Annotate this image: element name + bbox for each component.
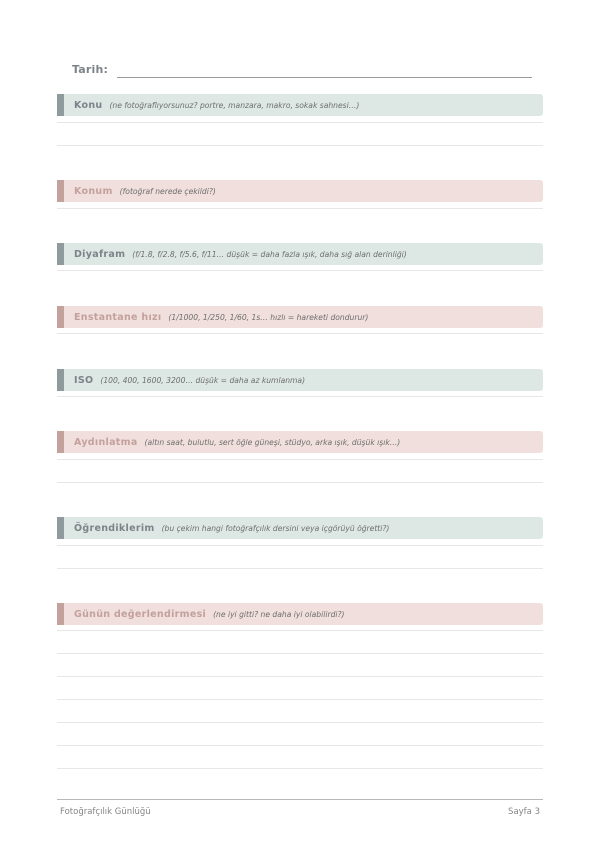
writing-line[interactable] bbox=[57, 568, 543, 569]
section-title: Aydınlatma bbox=[74, 436, 138, 448]
writing-line[interactable] bbox=[57, 459, 543, 460]
writing-line[interactable] bbox=[57, 699, 543, 700]
section-hint: (1/1000, 1/250, 1/60, 1s… hızlı = hareketi dondurur) bbox=[168, 312, 369, 322]
section-aydinlatma-header bbox=[57, 431, 543, 453]
section-konu-header bbox=[57, 94, 543, 116]
section-hint: (f/1.8, f/2.8, f/5.6, f/11… düşük = daha fazla ışık, daha sığ alan derinliği) bbox=[132, 249, 407, 259]
section-title: Diyafram bbox=[74, 248, 126, 260]
writing-line[interactable] bbox=[57, 768, 543, 769]
footer-divider bbox=[57, 799, 543, 800]
date-label: Tarih: bbox=[72, 63, 109, 76]
date-input-line[interactable] bbox=[117, 77, 532, 78]
writing-line[interactable] bbox=[57, 145, 543, 146]
writing-line[interactable] bbox=[57, 208, 543, 209]
section-degerlendirme-header bbox=[57, 603, 543, 625]
date-row bbox=[72, 63, 532, 79]
writing-line[interactable] bbox=[57, 630, 543, 631]
section-hint: (bu çekim hangi fotoğrafçılık dersini veya içgörüyü öğretti?) bbox=[161, 523, 390, 533]
writing-line[interactable] bbox=[57, 745, 543, 746]
section-hint: (ne iyi gitti? ne daha iyi olabilirdi?) bbox=[213, 609, 345, 619]
footer-title: Fotoğrafçılık Günlüğü bbox=[60, 807, 151, 817]
section-title: Öğrendiklerim bbox=[74, 522, 155, 534]
writing-line[interactable] bbox=[57, 722, 543, 723]
section-title: Günün değerlendirmesi bbox=[74, 608, 207, 620]
writing-line[interactable] bbox=[57, 482, 543, 483]
writing-line[interactable] bbox=[57, 396, 543, 397]
section-hint: (altın saat, bulutlu, sert öğle güneşi, stüdyo, arka ışık, düşük ışık…) bbox=[144, 437, 401, 447]
section-hint: (fotoğraf nerede çekildi?) bbox=[119, 186, 216, 196]
section-iso-header bbox=[57, 369, 543, 391]
section-title: Konum bbox=[74, 185, 113, 197]
section-title: Enstantane hızı bbox=[74, 311, 162, 323]
section-diyafram-header bbox=[57, 243, 543, 265]
writing-line[interactable] bbox=[57, 270, 543, 271]
section-hint: (ne fotoğraflıyorsunuz? portre, manzara, makro, sokak sahnesi…) bbox=[109, 100, 360, 110]
writing-line[interactable] bbox=[57, 653, 543, 654]
section-title: ISO bbox=[74, 374, 94, 386]
writing-line[interactable] bbox=[57, 676, 543, 677]
section-enstantane-header bbox=[57, 306, 543, 328]
section-hint: (100, 400, 1600, 3200… düşük = daha az kumlanma) bbox=[100, 375, 306, 385]
section-konum-header bbox=[57, 180, 543, 202]
writing-line[interactable] bbox=[57, 333, 543, 334]
writing-line[interactable] bbox=[57, 122, 543, 123]
writing-line[interactable] bbox=[57, 545, 543, 546]
section-ogrendiklerim-header bbox=[57, 517, 543, 539]
section-title: Konu bbox=[74, 99, 103, 111]
page-number: Sayfa 3 bbox=[508, 807, 540, 817]
